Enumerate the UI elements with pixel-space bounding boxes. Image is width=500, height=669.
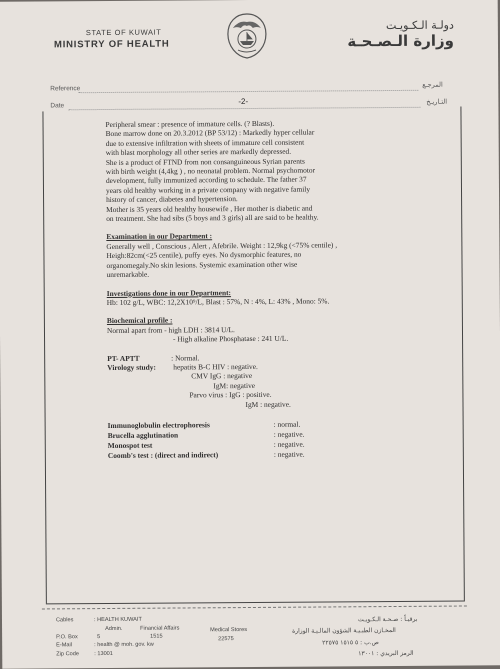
frame-right-border	[460, 107, 464, 601]
cmv-igg-result: CMV IgG : negative	[191, 371, 253, 381]
footer-zip-value: : 13001	[94, 650, 113, 658]
bone-marrow-line-1: Bone marrow done on 20.3.2012 (BP 53/12) : Markedly hyper cellular	[105, 127, 315, 139]
footer-pobox-label: P.O. Box	[56, 634, 78, 641]
virology-row-parvo-igm	[107, 398, 437, 410]
immunology-value: : normal.	[273, 419, 301, 429]
parvo-igg-result: Parvo virus : IgG : positive.	[189, 389, 272, 400]
history-line-1: She is a product of FTND from non consanguineous Syrian parents	[105, 156, 305, 167]
footer-arabic-zip: الرمز البريدي : ١٣٠٠١	[358, 649, 414, 658]
virology-label: Virology study:	[107, 362, 156, 372]
hepatitis-result: hepatits B-C HIV : negative.	[173, 361, 258, 372]
footer-arabic-cables: برقيـاً : صـحـة الـكـويـت	[357, 615, 418, 624]
report-body	[106, 118, 438, 461]
footer-email-label: E-Mail	[56, 642, 73, 649]
footer-cables-value: : HEALTH KUWAIT	[93, 616, 142, 624]
footer-divider	[42, 605, 467, 609]
date-label: Date	[50, 102, 65, 110]
history-line-4: years old healthy working in a private company with negative family	[105, 184, 311, 195]
immunology-value: : negative.	[273, 439, 305, 449]
reference-label-arabic: المرجـع	[422, 81, 443, 89]
ministry-of-health-text: MINISTRY OF HEALTH	[53, 38, 170, 51]
examination-line-3: organomegaly.No skin lesions. Systemic examination other wise	[106, 259, 298, 270]
immunology-row	[108, 449, 438, 461]
footer-admin-label: Admin.	[105, 625, 123, 633]
examination-line-2: Heigh:82cm(<25 centile), puffy eyes. No dysmorphic features, no	[106, 249, 302, 261]
footer-arabic-box: ص.ب : ٥ ١٥١٥ ٢٢٥٧٥	[322, 639, 379, 647]
pt-aptt-label: PT- APTT	[107, 353, 140, 363]
footer-arabic-headers: المخـازن الطبـيـة الشؤون المالـيـة الوزارة	[292, 626, 396, 635]
footer-financial-value: 1515	[150, 633, 163, 640]
immunology-value: : negative.	[273, 449, 305, 459]
immunology-label: Immunoglobulin electrophoresis	[107, 420, 210, 430]
peripheral-smear-text: Peripheral smear : presence of immature cells. (? Blasts).	[105, 118, 275, 130]
reference-label: Reference	[50, 85, 81, 93]
date-label-arabic: التـاريـخ	[426, 98, 448, 106]
footer-email-value: : health @ moh. gov. kw	[94, 641, 154, 649]
ministry-of-health-arabic: وزارة الـصـحـة	[347, 31, 455, 51]
biochemical-line-1: Normal apart from - high LDH : 3814 U/L.	[106, 324, 235, 335]
examination-heading: Examination in our Department :	[106, 231, 213, 242]
pt-aptt-value: : Normal.	[171, 352, 200, 363]
state-of-kuwait-arabic: دولـة الـكـويـت	[385, 18, 454, 33]
immunology-label: Monospot test	[107, 440, 153, 450]
investigations-heading: Investigations done in our Department:	[106, 287, 232, 298]
frame-left-border	[42, 111, 46, 603]
letterhead-arabic	[347, 19, 454, 51]
letterhead-english	[54, 28, 170, 51]
reference-line	[78, 90, 418, 93]
investigations-values: Hb: 102 g/L, WBC: 12,2X10⁹/L, Blast : 57%, N : 4%, L: 43% , Mono: 5%.	[106, 296, 330, 307]
footer-zip-label: Zip Code	[56, 651, 79, 658]
footer-stores-value: 22575	[218, 636, 234, 643]
mother-line-2: on treatment. She had sibs (5 boys and 3 girls) all are said to be healthy.	[106, 212, 319, 224]
immunology-label: Brucella agglutination	[107, 430, 179, 440]
biochemical-line-2: - High alkaline Phosphatase : 241 U/L.	[173, 333, 289, 344]
immunology-results	[108, 419, 438, 461]
state-of-kuwait-text: STATE OF KUWAIT	[85, 27, 162, 38]
parvo-igm-result: IgM : negative.	[245, 399, 291, 409]
bone-marrow-line-2: due to extensive infiltration with sheets of immature cell consistent	[105, 137, 305, 148]
footer-pobox-value: 5	[97, 634, 101, 641]
date-line	[68, 107, 420, 110]
biochemical-heading: Biochemical profile :	[106, 315, 173, 326]
footer-stores-label: Medical Stores	[210, 627, 248, 634]
kuwait-emblem-icon	[224, 12, 270, 60]
history-line-5: history of cancer, diabetes and hypertension.	[106, 194, 238, 205]
footer-cables-label: Cables	[55, 617, 74, 624]
immunology-value: : negative.	[273, 429, 305, 439]
history-line-2: with birth weight (4,4kg ) , no neonatal problem. Normal psychomotor	[105, 165, 316, 177]
bone-marrow-line-3: with blast morphology all other series are markedly depressed.	[105, 146, 292, 158]
examination-line-1: Generally well , Conscious , Alert , Afebrile. Weight : 12,9kg (<75% centile) ,	[106, 240, 338, 251]
history-line-3: development, fully immunized according to schedule. The father 37	[105, 175, 307, 186]
frame-bottom-border	[46, 601, 465, 605]
footer-financial-label: Financial Affairs	[140, 625, 180, 632]
examination-line-4: unremarkable.	[106, 269, 150, 280]
immunology-label: Coomb's test : (direct and indirect)	[107, 450, 219, 460]
page-number: -2-	[238, 97, 249, 107]
cmv-igm-result: IgM: negative	[213, 380, 256, 390]
mother-line-1: Mother is 35 years old healthy housewife , Her mother is diabetic and	[106, 203, 313, 214]
